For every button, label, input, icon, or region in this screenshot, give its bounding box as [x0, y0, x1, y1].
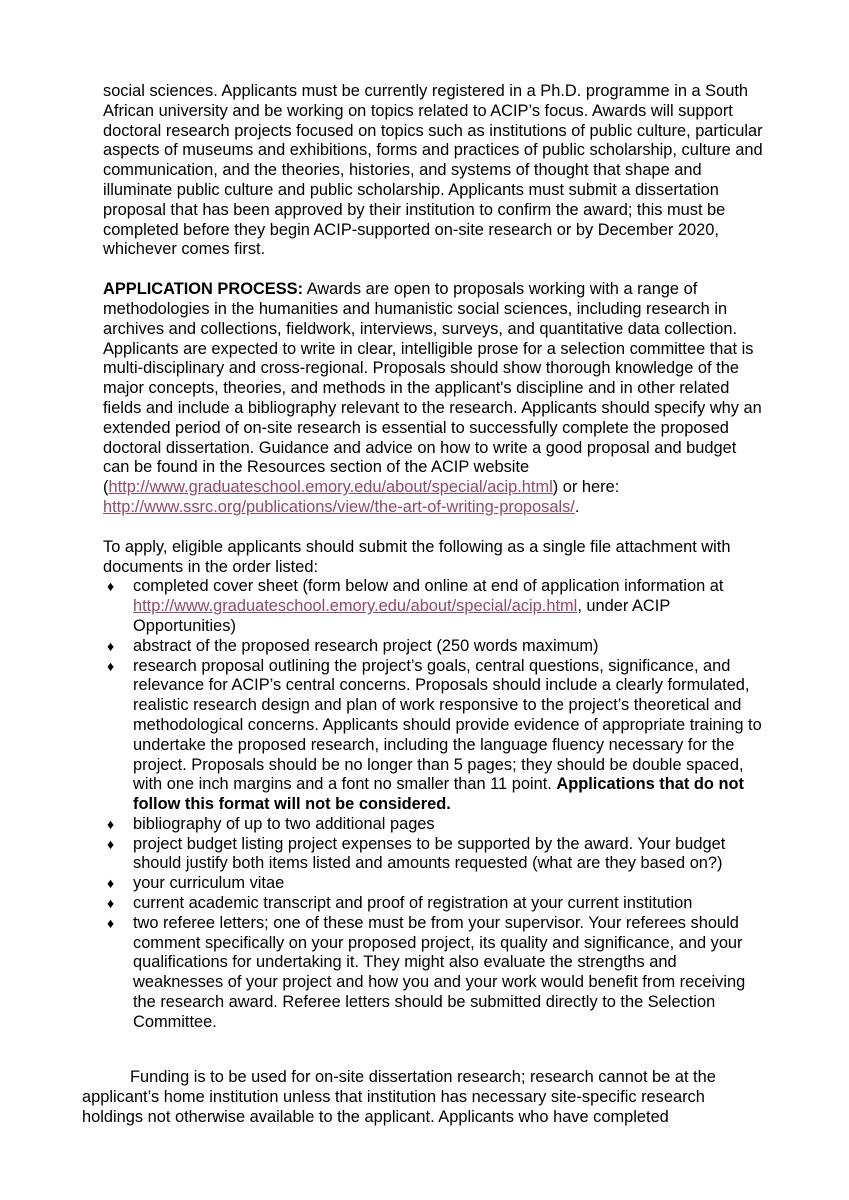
application-process-text: Awards are open to proposals working with a range of methodologies in the humanities and humanistic social sciences, including research in archives and collections, fieldwork, interviews, surveys, and quantitative data collection. Applicants are expected to write in clear, intelligible prose for a selection committee that is multi-disciplinary and cross-regional. Proposals should show thorough knowledge of the major concepts, theories, and methods in the applicant's discipline and in other related fields and include a bibliography relevant to the research. Applicants should specify why an extended period of on-site research is essential to successfully complete the proposed doctoral dissertation. Guidance and advice on how to write a good proposal and budget can be found in the Resources section of the ACIP website — [103, 280, 762, 477]
bibliography-text: bibliography of up to two additional pages — [133, 814, 435, 833]
document-body — [103, 82, 763, 1053]
cover-sheet-text: completed cover sheet (form below and online at end of application information at — [133, 577, 724, 596]
budget-text: project budget listing project expenses to be supported by the award. Your budget should justify both items listed and amounts requested (what are they based on?) — [133, 834, 726, 873]
intro-paragraph: social sciences. Applicants must be currently registered in a Ph.D. programme in a South African university and be working on topics related to ACIP’s focus. Awards will support doctoral research projects focused on topics such as institutions of public culture, particular aspects of museums and exhibitions, forms and practices of public scholarship, culture and communication, and the theories, histories, and systems of thought that shape and illuminate public culture and public scholarship. Applicants must submit a dissertation proposal that has been approved by their institution to confirm the award; this must be completed before they begin ACIP-supported on-site research or by December 2020, whichever comes first. — [103, 82, 763, 259]
acip-website-link[interactable]: http://www.graduateschool.emory.edu/about/special/acip.html — [108, 478, 553, 497]
list-item-budget — [103, 835, 763, 875]
list-item-cover-sheet — [103, 577, 763, 636]
diamond-bullet-icon: ♦ — [107, 815, 115, 832]
requirements-list — [103, 577, 763, 1032]
diamond-bullet-icon: ♦ — [107, 657, 115, 674]
abstract-text: abstract of the proposed research project (250 words maximum) — [133, 636, 599, 655]
list-item-referees — [103, 914, 763, 1033]
list-item-bibliography — [103, 815, 763, 835]
list-item-transcript — [103, 894, 763, 914]
paragraph-end: . — [574, 497, 580, 516]
cover-sheet-link[interactable]: http://www.graduateschool.emory.edu/about/special/acip.html — [133, 597, 578, 616]
proposal-warning: Applications that do not follow this format will not be considered. — [133, 775, 744, 814]
transcript-text: current academic transcript and proof of registration at your current institution — [133, 894, 693, 913]
diamond-bullet-icon: ♦ — [107, 835, 115, 852]
ssrc-proposals-link[interactable]: http://www.ssrc.org/publications/view/the-art-of-writing-proposals/ — [103, 497, 575, 516]
open-paren: ( — [103, 478, 109, 497]
apply-intro: To apply, eligible applicants should submit the following as a single file attachment with documents in the order listed: — [103, 537, 731, 576]
list-item-abstract — [103, 637, 763, 657]
application-process-heading: APPLICATION PROCESS: — [103, 280, 304, 299]
diamond-bullet-icon: ♦ — [107, 637, 115, 654]
diamond-bullet-icon: ♦ — [107, 914, 115, 931]
diamond-bullet-icon: ♦ — [107, 875, 115, 892]
diamond-bullet-icon: ♦ — [107, 895, 115, 912]
proposal-text: research proposal outlining the project’s goals, central questions, significance, and relevance for ACIP’s central concerns. Proposals should include a clearly formulated, realistic research design and plan of work responsive to the project’s theoretical and methodological concerns. Applicants should provide evidence of appropriate training to undertake the proposed research, including the language fluency necessary for the project. Proposals should be no longer than 5 pages; they should be double spaced, with one inch margins and a font no smaller than 11 point. — [133, 656, 762, 794]
application-process-paragraph — [103, 280, 763, 518]
cv-text: your curriculum vitae — [133, 874, 285, 893]
funding-paragraph: Funding is to be used for on-site dissertation research; research cannot be at the applicant’s home institution unless that institution has necessary site-specific research holdings not otherwise available to the applicant. Applicants who have completed — [82, 1068, 716, 1126]
list-item-cv — [103, 874, 763, 894]
diamond-bullet-icon: ♦ — [107, 578, 115, 595]
cover-sheet-text-end: , under ACIP Opportunities) — [133, 597, 670, 635]
link-separator-text: ) or here: — [552, 478, 620, 497]
list-item-proposal — [103, 657, 763, 815]
referees-text: two referee letters; one of these must be from your supervisor. Your referees should comment specifically on your proposed project, its quality and significance, and your qualifications for undertaking it. They might also evaluate the strengths and weaknesses of your project and how you and your work would benefit from receiving the research award. Referee letters should be submitted directly to the Selection Committee. — [133, 913, 746, 1031]
